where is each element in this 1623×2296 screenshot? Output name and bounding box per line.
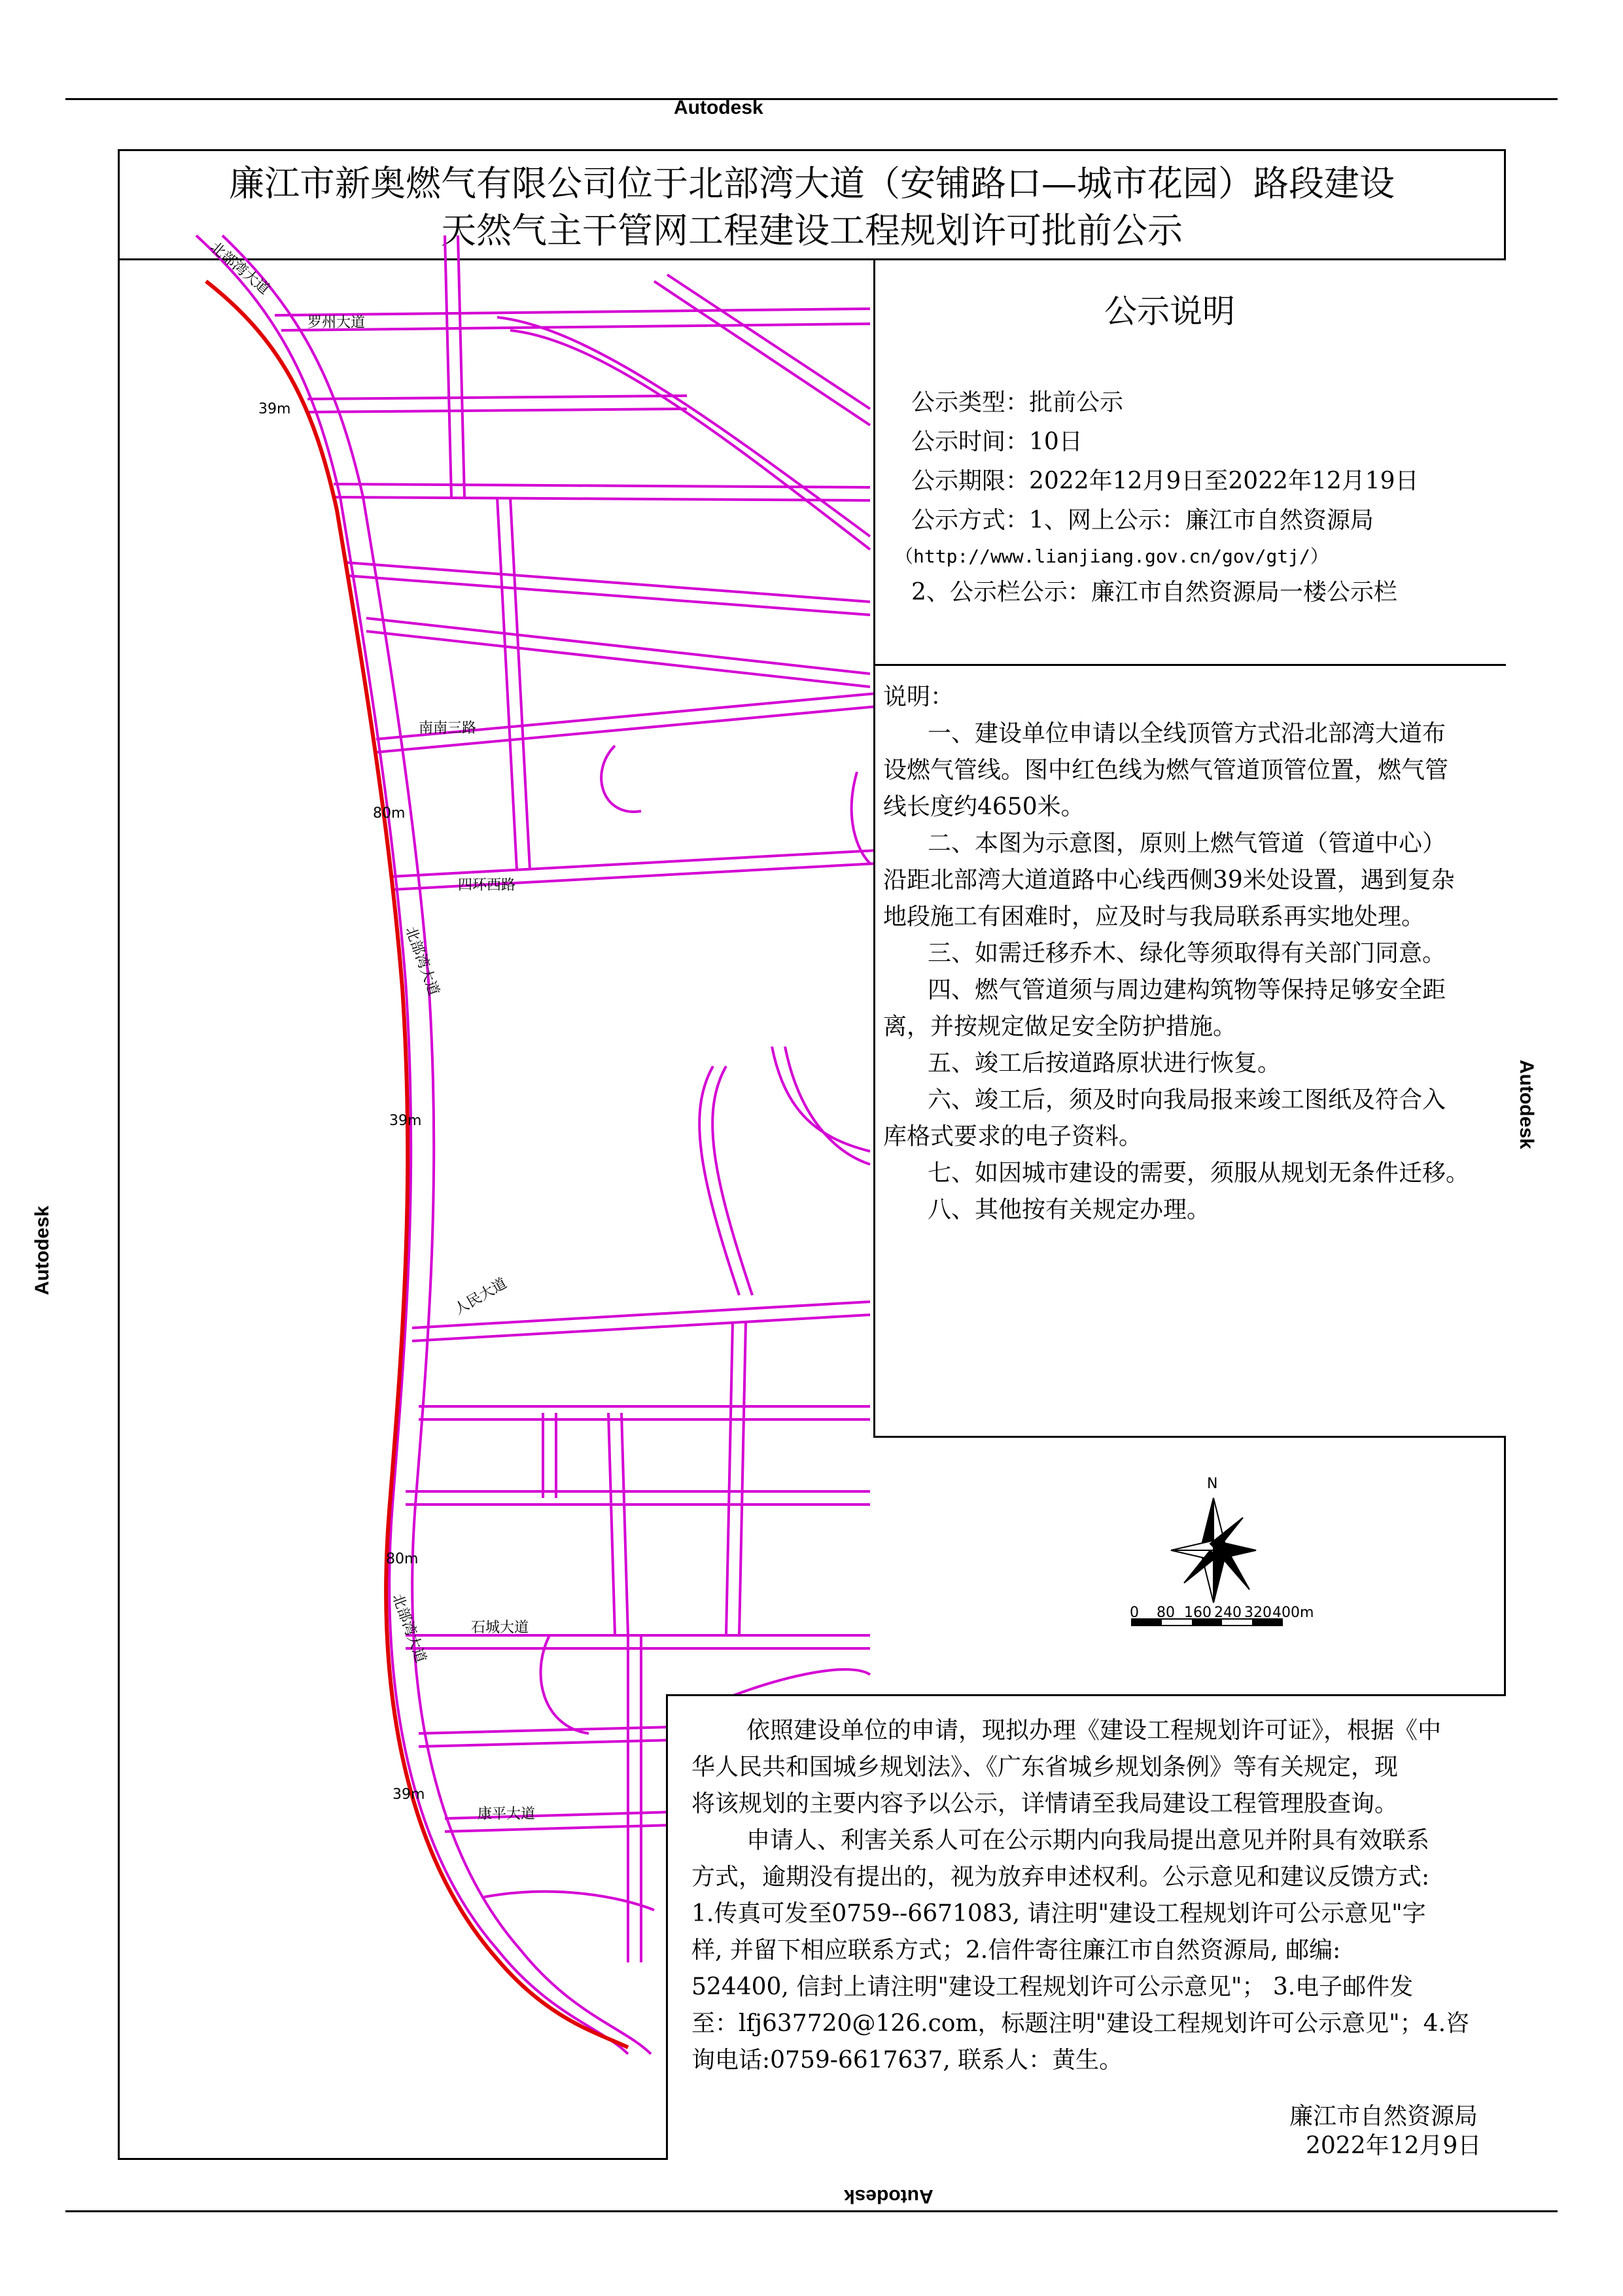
north-label: N	[1207, 1476, 1218, 1492]
scale-tick: 160	[1184, 1605, 1212, 1621]
label-renmin: 人民大道	[451, 1275, 510, 1319]
explanation-line: 五、竣工后按道路原状进行恢复。	[928, 1050, 1282, 1077]
announcement-line: 华人民共和国城乡规划法》、《广东省城乡规划条例》等有关规定，现	[691, 1754, 1399, 1781]
announcement-line: 申请人、利害关系人可在公示期内向我局提出意见并附具有效联系	[746, 1827, 1430, 1854]
explanation-line: 七、如因城市建设的需要，须服从规划无条件迁移。	[928, 1160, 1470, 1187]
scale-tick: 80	[1157, 1605, 1175, 1621]
announcement-line: 1.传真可发至0759--6671083, 请注明"建设工程规划许可公示意见"字	[691, 1900, 1426, 1927]
scale-tick: 0	[1130, 1605, 1139, 1621]
explanation-line: 八、其他按有关规定办理。	[928, 1196, 1211, 1223]
announcement-line: 将该规划的主要内容予以公示，详情请至我局建设工程管理股查询。	[691, 1790, 1399, 1817]
label-39m-a: 39m	[258, 401, 291, 417]
notice-type: 公示类型：批前公示	[911, 389, 1124, 416]
scale-tick: 400m	[1272, 1605, 1314, 1621]
label-road2: 四环西路	[458, 877, 516, 894]
explanation-line: 三、如需迁移乔木、绿化等须取得有关部门同意。	[928, 940, 1446, 967]
explanation-line: 离，并按规定做足安全防护措施。	[883, 1013, 1237, 1040]
label-80m-b: 80m	[386, 1551, 419, 1567]
announcement-box	[666, 1694, 1506, 2160]
notice-period: 公示期限：2022年12月9日至2022年12月19日	[911, 468, 1419, 495]
watermark-left: Autodesk	[31, 1206, 53, 1295]
explanation-line: 六、竣工后，须及时向我局报来竣工图纸及符合入	[928, 1087, 1446, 1113]
explanation-line: 地段施工有困难时，应及时与我局联系再实地处理。	[883, 903, 1425, 930]
explanation-heading: 说明：	[883, 684, 954, 710]
notice-url: （http://www.lianjiang.gov.cn/gov/gtj/）	[895, 546, 1329, 567]
announcement-line: 至：lfj637720@126.com，标题注明"建设工程规划许可公示意见"；4.咨	[691, 2010, 1470, 2037]
label-luozhou: 罗州大道	[307, 315, 366, 331]
announcement-line: 样, 并留下相应联系方式；2.信件寄往廉江市自然资源局, 邮编:	[691, 1937, 1341, 1964]
watermark-right: Autodesk	[1516, 1060, 1537, 1149]
notice-method2: 2、公示栏公示：廉江市自然资源局一楼公示栏	[911, 579, 1397, 606]
explanation-line: 设燃气管线。图中红色线为燃气管道顶管位置，燃气管	[883, 757, 1449, 784]
announcement-line: 方式，逾期没有提出的，视为放弃申述权利。公示意见和建议反馈方式:	[691, 1864, 1430, 1890]
announcement-line: 依照建设单位的申请，现拟办理《建设工程规划许可证》，根据《中	[746, 1717, 1442, 1744]
explanation-line: 线长度约4650米。	[883, 793, 1085, 820]
explanation-line: 库格式要求的电子资料。	[883, 1123, 1143, 1150]
label-39m-c: 39m	[393, 1786, 425, 1803]
scale-tick: 240	[1214, 1605, 1242, 1621]
title-line-2: 天然气主干管网工程建设工程规划许可批前公示	[441, 210, 1183, 251]
notice-duration: 公示时间：10日	[911, 428, 1083, 455]
label-39m-b: 39m	[389, 1113, 422, 1129]
label-north-road-b: 北部湾大道	[389, 1592, 429, 1665]
announcement-line: 询电话:0759-6617637, 联系人：黄生。	[691, 2047, 1123, 2074]
label-third-road: 南南三路	[419, 720, 477, 737]
scale-tick: 320	[1244, 1605, 1272, 1621]
label-80m-a: 80m	[373, 805, 406, 822]
label-north-road-c: 北部湾大道	[207, 239, 273, 298]
notice-heading: 公示说明	[1104, 292, 1235, 330]
label-north-road-a: 北部湾大道	[402, 924, 442, 998]
announcement-date: 2022年12月9日	[1306, 2132, 1482, 2159]
watermark-bottom: Autodesk	[844, 2185, 934, 2207]
notice-method1: 公示方式：1、网上公示：廉江市自然资源局	[911, 507, 1374, 534]
explanation-line: 一、建设单位申请以全线顶管方式沿北部湾大道布	[928, 720, 1446, 747]
title-line-1: 廉江市新奥燃气有限公司位于北部湾大道（安铺路口—城市花园）路段建设	[229, 163, 1395, 204]
label-kangping: 康平大道	[478, 1806, 536, 1822]
announcement-signature: 廉江市自然资源局	[1289, 2103, 1478, 2130]
watermark-top: Autodesk	[674, 97, 763, 118]
explanation-line: 四、燃气管道须与周边建构筑物等保持足够安全距	[928, 977, 1446, 1003]
label-shicheng: 石城大道	[471, 1620, 529, 1636]
explanation-line: 二、本图为示意图，原则上燃气管道（管道中心）	[928, 830, 1446, 857]
announcement-line: 524400, 信封上请注明"建设工程规划许可公示意见"； 3.电子邮件发	[691, 1974, 1414, 2000]
explanation-line: 沿距北部湾大道道路中心线西侧39米处设置，遇到复杂	[883, 867, 1455, 894]
